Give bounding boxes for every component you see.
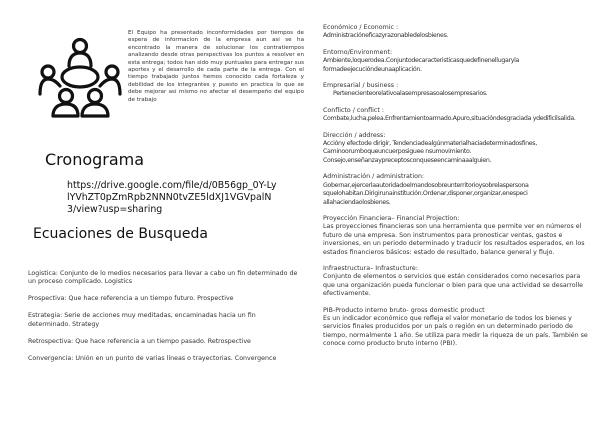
glossary-term: Proyección Financiera– Financial Projection: bbox=[323, 214, 460, 222]
glossary-conflicto bbox=[323, 107, 588, 124]
glossary-term: PIB-Producto interno bruto- gross domestic product bbox=[323, 306, 485, 314]
team-meeting-icon bbox=[38, 36, 122, 118]
glossary-proyeccion-financiera bbox=[323, 215, 588, 257]
ecuaciones-heading: Ecuaciones de Busqueda bbox=[33, 226, 208, 242]
cronograma-heading: Cronograma bbox=[45, 150, 145, 169]
glossary-economico bbox=[323, 24, 588, 41]
definition-retrospectiva: Retrospectiva: Que hace referencia a un tiempo pasado. Retrospective bbox=[28, 337, 251, 345]
glossary-term: Dirección / address: bbox=[323, 131, 386, 139]
glossary-definition: Gobernar,ejercerlaautoridadoelmandosobreunterritorioysobrelaspersona squelohabitan.Dirigirunainstitución.Ordenar,disponer,organizar,enespeci allahaciendaolosbienes. bbox=[323, 181, 529, 206]
glossary-column bbox=[323, 24, 588, 357]
glossary-entorno bbox=[323, 49, 588, 74]
glossary-empresarial bbox=[323, 82, 588, 99]
glossary-term: Conflicto / conflict : bbox=[323, 106, 384, 114]
definition-prospectiva: Prospectiva: Que hace referencia a un tiempo futuro. Prospective bbox=[28, 295, 234, 303]
definition-logistica: Logistica: Conjunto de lo medios necesarios para llevar a cabo un fin determinado de un proceso complicado. Logistics bbox=[28, 270, 298, 286]
glossary-definition: Es un indicador económico que refleja el valor monetario de todos los bienes y servicios finales producidos por un país o región en un determinado periodo de tiempo, normalmente 1 año. Se utiliza para medir la riqueza de un país. También se conoce como producto bruto interno (PBI). bbox=[323, 314, 588, 348]
glossary-pib bbox=[323, 307, 588, 349]
glossary-definition: Ambiente,loquerodea.Conjuntodecaracteristicasquedefinenellugaryla formadeejecucióndeunaaplicación. bbox=[323, 57, 520, 73]
cronograma-link[interactable]: https://drive.google.com/file/d/0B56gp_0Y-LylYVhZT0pZmRpb2NNN0tvZE5ldXJ1VGVpalN3/view?usp=sharing bbox=[67, 180, 277, 215]
glossary-term: Económico / Economic : bbox=[323, 24, 399, 31]
team-description: El Equipo ha presentado inconformidades por tiempos de espera de informacion de la empresa aun asi se ha encontrado la manera de solucionar los contratiempos analizando desde otras perspectivas los puntos a resolver en esta entrega; todos han sido muy puntuales para entregar sus aportes y el desarrollo de cada parte de la entrega. Con el tiempo trabajado juntos hemos conocido cada fortaleza y debilidad de los integrantes y puesto en practica lo que se debe mejorar asi mismo no afectar el desempeño del equipo de trabajo bbox=[128, 30, 304, 103]
glossary-direccion bbox=[323, 132, 588, 166]
glossary-definition: Pertenecienteorelativoalasempresasoalosempresarios. bbox=[333, 90, 488, 98]
glossary-term: Entorno/Environment: bbox=[323, 48, 393, 56]
glossary-term: Administración / administration: bbox=[323, 173, 425, 181]
glossary-administracion bbox=[323, 173, 588, 207]
glossary-definition: Accióny efectode dirigir, Tendenciadealgúnmaterialhaciadeterminadosfines, Caminoorumboqueuncuerposiguee nsumovimiento. Consejo,enseñanzaypreceptosconqueseencaminaaalguien. bbox=[323, 140, 537, 164]
glossary-definition: Las proyecciones financieras son una herramienta que permite ver en números el futuro de una empresa. Son instrumentos para pronosticar ventas, gastos e inversiones, en un periodo determinado y traducir los resultados esperados, en los estados financieros básicos: estado de resultado, balance general y flujo. bbox=[323, 223, 585, 256]
glossary-term: Empresarial / business : bbox=[323, 82, 399, 90]
glossary-infraestructura bbox=[323, 265, 588, 299]
definition-estrategia: Estrategia: Serie de acciones muy meditadas, encaminadas hacia un fin determinado. Strategy bbox=[28, 312, 256, 328]
glossary-definition: Administracióneficazyrazonabledelosbienes. bbox=[323, 32, 449, 40]
definitions-list bbox=[28, 270, 298, 372]
glossary-definition: Conjunto de elementos o servicios que están considerados como necesarios para que una organización pueda funcionar o bien para que una actividad se desarrolle efectivamente. bbox=[323, 273, 583, 298]
glossary-definition: Combate,lucha,pelea.Enfrentamientoarmado.Apuro,situacióndesgraciada ydedificilsalida. bbox=[323, 115, 576, 123]
definition-convergencia: Convergencia: Unión en un punto de varias líneas o trayectorias. Convergence bbox=[28, 354, 277, 362]
glossary-term: Infraestructura– Infrastucture: bbox=[323, 264, 418, 272]
